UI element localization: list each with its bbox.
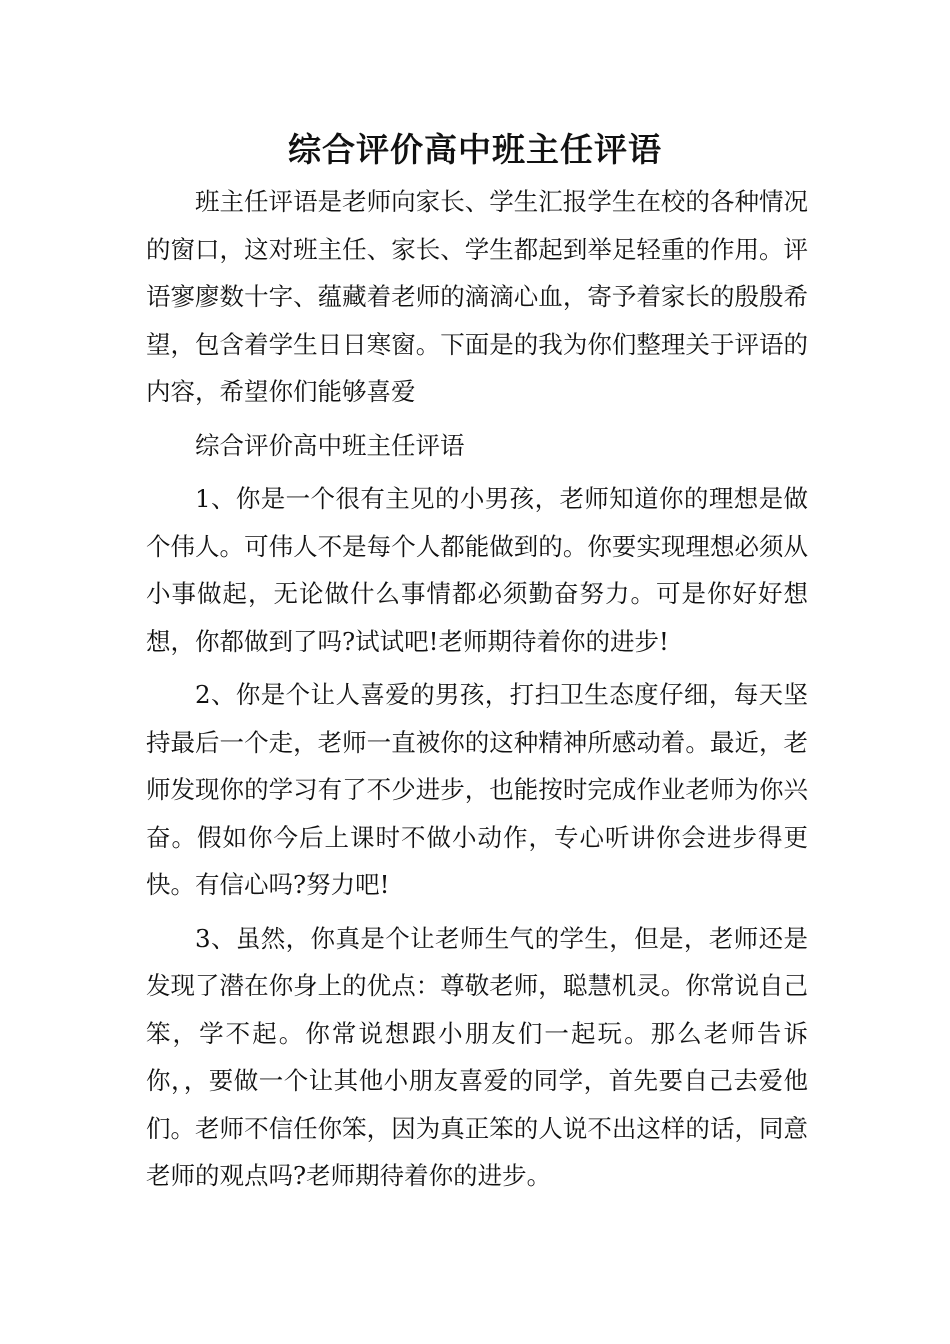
comment-paragraph-1: 1、你是一个很有主见的小男孩，老师知道你的理想是做个伟人。可伟人不是每个人都能做到的。你要实现理想必须从小事做起，无论做什么事情都必须勤奋努力。可是你好好想想，你都做到了吗?试试吧!老师期待着你的进步!	[146, 484, 808, 656]
comment-paragraph-3: 3、虽然，你真是个让老师生气的学生，但是，老师还是发现了潜在你身上的优点：尊敬老师，聪慧机灵。你常说自己笨，学不起。你常说想跟小朋友们一起玩。那么老师告诉你，，要做一个让其他小朋友喜爱的同学，首先要自己去爱他们。老师不信任你笨，因为真正笨的人说不出这样的话，同意老师的观点吗?老师期待着你的进步。	[146, 923, 808, 1190]
intro-paragraph: 班主任评语是老师向家长、学生汇报学生在校的各种情况的窗口，这对班主任、家长、学生都起到举足轻重的作用。评语寥廖数十字、蕴藏着老师的滴滴心血，寄予着家长的殷殷希望，包含着学生日日寒窗。下面是的我为你们整理关于评语的内容，希望你们能够喜爱	[146, 187, 808, 406]
document-title: 综合评价高中班主任评语	[288, 130, 662, 169]
document-body	[146, 178, 808, 1200]
comment-paragraph-2: 2、你是个让人喜爱的男孩，打扫卫生态度仔细，每天坚持最后一个走，老师一直被你的这种精神所感动着。最近，老师发现你的学习有了不少进步，也能按时完成作业老师为你兴奋。假如你今后上课时不做小动作，专心听讲你会进步得更快。有信心吗?努力吧!	[146, 680, 808, 899]
section-heading-paragraph: 综合评价高中班主任评语	[195, 430, 465, 460]
